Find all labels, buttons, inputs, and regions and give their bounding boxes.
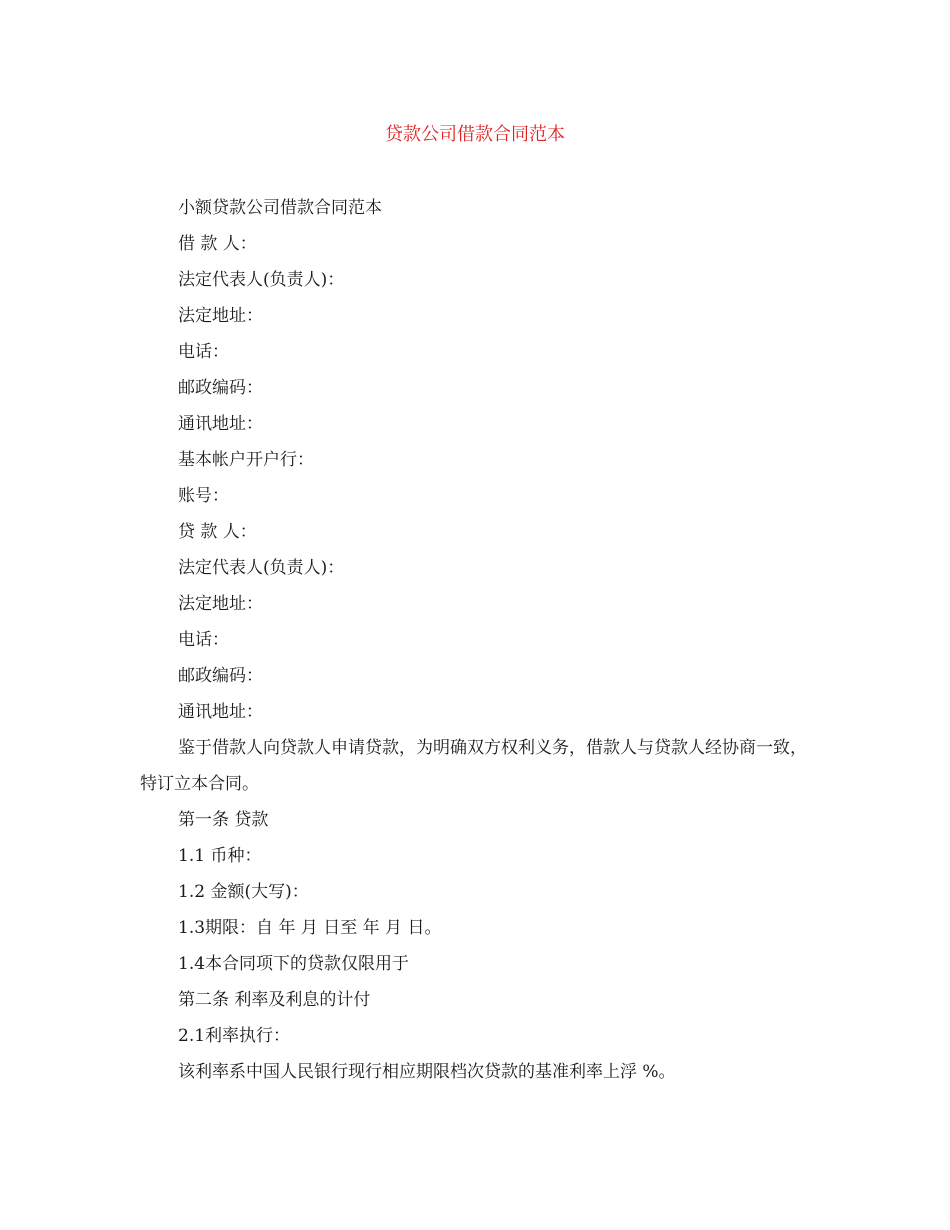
lender-legal-address-line: 法定地址： [178, 594, 263, 614]
borrower-phone-line: 电话： [178, 342, 229, 362]
lender-phone-line: 电话： [178, 630, 229, 650]
document-title: 贷款公司借款合同范本 [385, 124, 565, 145]
borrower-legal-rep-line: 法定代表人(负责人)： [178, 270, 345, 290]
clause-item: 2.1利率执行： [178, 1026, 291, 1046]
clause-heading: 第二条 利率及利息的计付 [178, 990, 371, 1010]
borrower-postcode-line: 邮政编码： [178, 378, 263, 398]
lender-mailing-address-line: 通讯地址： [178, 702, 263, 722]
borrower-legal-address-line: 法定地址： [178, 306, 263, 326]
clause-item: 1.1 币种： [178, 846, 262, 866]
borrower-bank-line: 基本帐户开户行： [178, 450, 314, 470]
document-body [140, 190, 815, 1090]
clause-item: 该利率系中国人民银行现行相应期限档次贷款的基准利率上浮 %。 [178, 1062, 676, 1082]
clause-heading: 第一条 贷款 [178, 810, 269, 830]
preamble-paragraph: 鉴于借款人向贷款人申请贷款，为明确双方权利义务，借款人与贷款人经协商一致，特订立本合同。 [140, 738, 807, 794]
clause-item: 1.2 金额(大写)： [178, 882, 309, 902]
clause-item: 1.3期限：自 年 月 日至 年 月 日。 [178, 918, 442, 938]
lender-legal-rep-line: 法定代表人(负责人)： [178, 558, 345, 578]
borrower-account-line: 账号： [178, 486, 229, 506]
subtitle-line: 小额贷款公司借款合同范本 [178, 198, 382, 218]
lender-line: 贷 款 人： [178, 522, 257, 542]
lender-postcode-line: 邮政编码： [178, 666, 263, 686]
clause-item: 1.4本合同项下的贷款仅限用于 [178, 954, 410, 974]
borrower-line: 借 款 人： [178, 234, 257, 254]
borrower-mailing-address-line: 通讯地址： [178, 414, 263, 434]
